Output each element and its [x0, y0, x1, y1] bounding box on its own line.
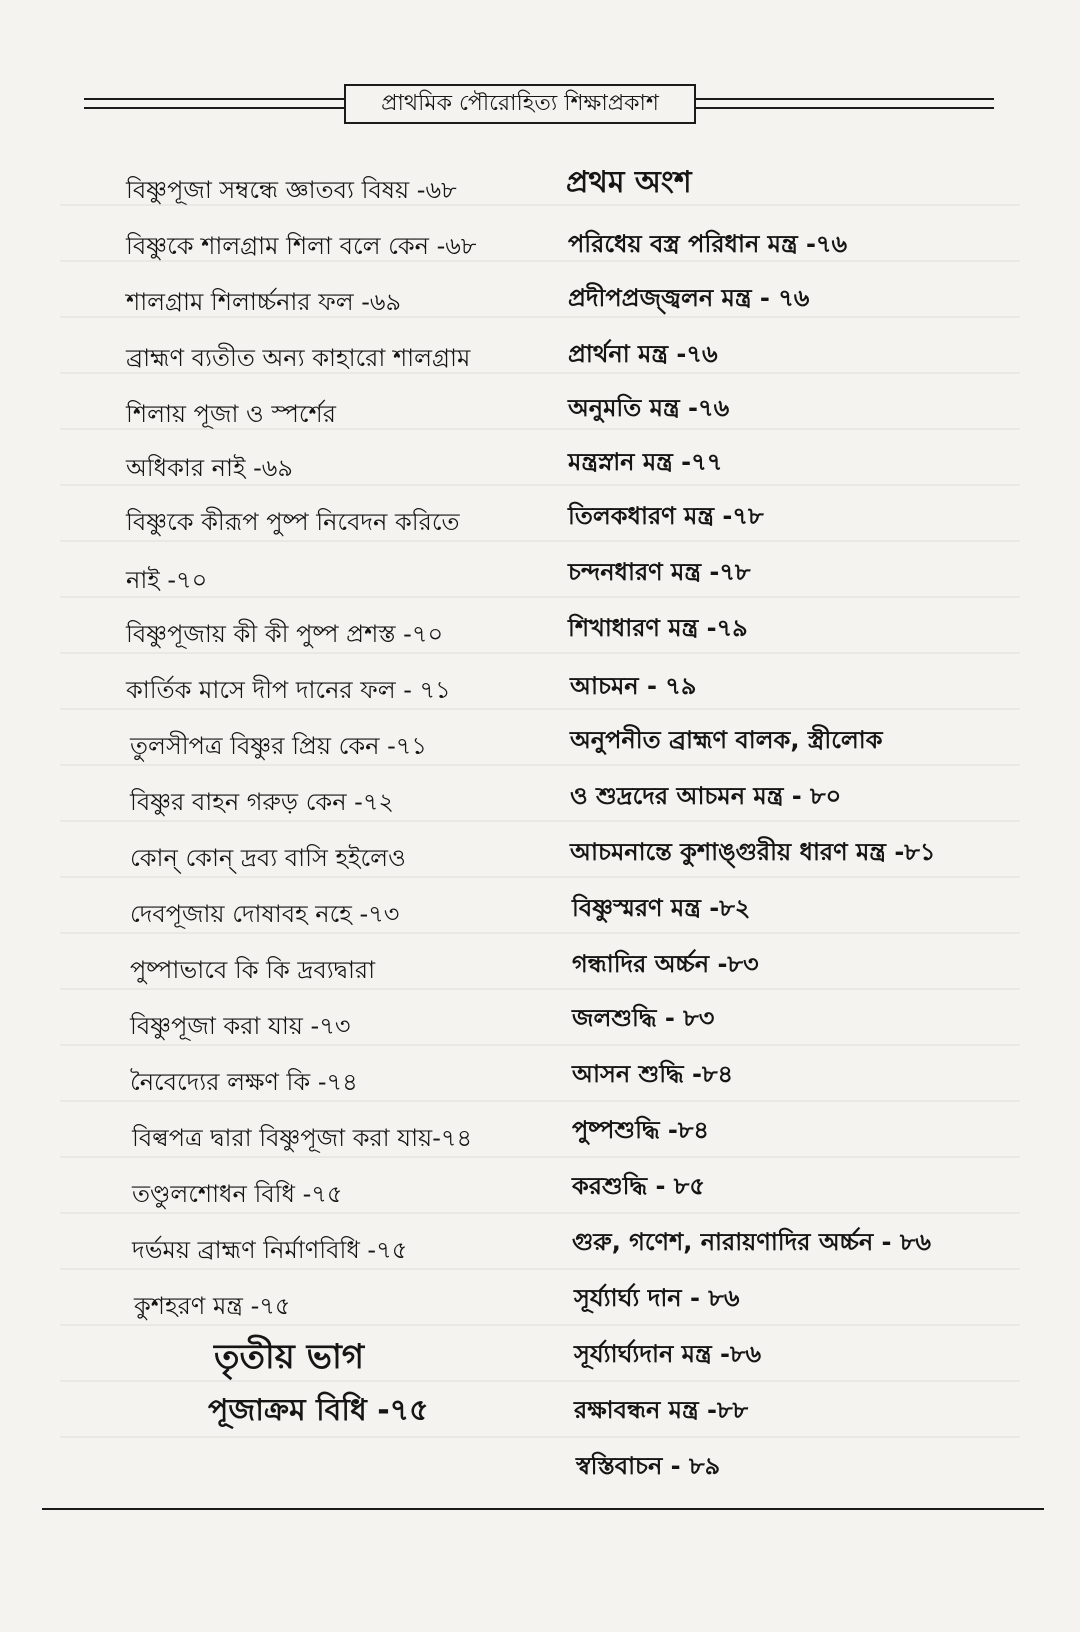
toc-entry: প্রার্থনা মন্ত্র -৭৬ [568, 340, 718, 368]
toc-entry: ও শুদ্রদের আচমন মন্ত্র - ৮০ [570, 782, 842, 810]
toc-entry: তুলসীপত্র বিষ্ণুর প্রিয় কেন -৭১ [130, 732, 427, 760]
section-heading-part3: তৃতীয় ভাগ [214, 1337, 365, 1377]
toc-entry: বিষ্ণুপূজা সম্বন্ধে জ্ঞাতব্য বিষয় -৬৮ [126, 176, 457, 204]
toc-entry: অধিকার নাই -৬৯ [126, 454, 293, 482]
toc-entry: শিখাধারণ মন্ত্র -৭৯ [568, 614, 748, 642]
toc-entry: করশুদ্ধি - ৮৫ [572, 1172, 705, 1200]
toc-entry: বিষ্ণুকে কীরূপ পুষ্প নিবেদন করিতে [126, 508, 460, 536]
toc-entry: পরিধেয় বস্ত্র পরিধান মন্ত্র -৭৬ [568, 230, 848, 258]
toc-entry: অনুমতি মন্ত্র -৭৬ [568, 394, 730, 422]
toc-entry: শিলায় পূজা ও স্পর্শের [126, 400, 336, 428]
toc-entry: কার্তিক মাসে দীপ দানের ফল - ৭১ [126, 676, 451, 704]
toc-entry: বিষ্ণুপূজায় কী কী পুষ্প প্রশস্ত -৭০ [126, 620, 444, 648]
toc-entry: বিষ্ণুপূজা করা যায় -৭৩ [130, 1012, 351, 1040]
toc-entry: সূর্য্যার্ঘ্য দান - ৮৬ [574, 1284, 740, 1312]
page-header [344, 84, 696, 124]
toc-entry: চন্দনধারণ মন্ত্র -৭৮ [568, 558, 751, 586]
section-heading-part1: প্রথম অংশ [566, 165, 692, 200]
toc-entry: আচমনান্তে কুশাঙ্গুরীয় ধারণ মন্ত্র -৮১ [570, 838, 936, 866]
toc-entry: পুষ্পাভাবে কি কি দ্রব্যদ্বারা [130, 956, 376, 984]
toc-entry: শালগ্রাম শিলার্চ্চনার ফল -৬৯ [126, 288, 402, 316]
toc-entry: মন্ত্রস্নান মন্ত্র -৭৭ [568, 448, 723, 476]
toc-entry: পুষ্পশুদ্ধি -৮৪ [572, 1116, 710, 1144]
toc-entry: জলশুদ্ধি - ৮৩ [572, 1004, 715, 1032]
toc-entry: অনুপনীত ব্রাহ্মণ বালক, স্ত্রীলোক [570, 726, 883, 754]
toc-entry: আসন শুদ্ধি -৮৪ [572, 1060, 734, 1088]
toc-entry: তণ্ডুলশোধন বিধি -৭৫ [132, 1180, 343, 1208]
toc-entry: বিষ্ণুকে শালগ্রাম শিলা বলে কেন -৬৮ [126, 232, 477, 260]
toc-entry: বিল্বপত্র দ্বারা বিষ্ণুপূজা করা যায়-৭৪ [132, 1124, 473, 1152]
toc-entry: আচমন - ৭৯ [570, 672, 697, 700]
page-header-title: প্রাথমিক পৌরোহিত্য শিক্ষাপ্রকাশ [381, 90, 659, 116]
toc-entry: কুশহরণ মন্ত্র -৭৫ [134, 1292, 291, 1320]
toc-entry: ব্রাহ্মণ ব্যতীত অন্য কাহারো শালগ্রাম [126, 344, 471, 372]
toc-entry: সূর্য্যার্ঘ্যদান মন্ত্র -৮৬ [574, 1340, 762, 1368]
toc-entry: নাই -৭০ [126, 566, 208, 594]
footer-rule [42, 1508, 1044, 1510]
toc-entry: বিষ্ণুর বাহন গরুড় কেন -৭২ [130, 788, 395, 816]
toc-entry: কোন্ কোন্ দ্রব্য বাসি হইলেও [130, 844, 406, 872]
toc-entry: দেবপূজায় দোষাবহ নহে -৭৩ [130, 900, 400, 928]
toc-entry: তিলকধারণ মন্ত্র -৭৮ [568, 502, 764, 530]
toc-entry: রক্ষাবন্ধন মন্ত্র -৮৮ [574, 1396, 749, 1424]
section-subheading-puja-krama: পূজাক্রম বিধি -৭৫ [208, 1393, 429, 1428]
toc-entry: গুরু, গণেশ, নারায়ণাদির অর্চ্চন - ৮৬ [572, 1228, 932, 1256]
toc-entry: স্বস্তিবাচন - ৮৯ [576, 1452, 721, 1480]
toc-entry: নৈবেদ্যের লক্ষণ কি -৭৪ [130, 1068, 358, 1096]
toc-entry: দর্ভময় ব্রাহ্মণ নির্মাণবিধি -৭৫ [132, 1236, 408, 1264]
toc-entry: গন্ধাদির অর্চ্চন -৮৩ [572, 950, 759, 978]
toc-entry: বিষ্ণুস্মরণ মন্ত্র -৮২ [572, 894, 751, 922]
toc-entry: প্রদীপপ্রজ্জ্বলন মন্ত্র - ৭৬ [568, 284, 810, 312]
